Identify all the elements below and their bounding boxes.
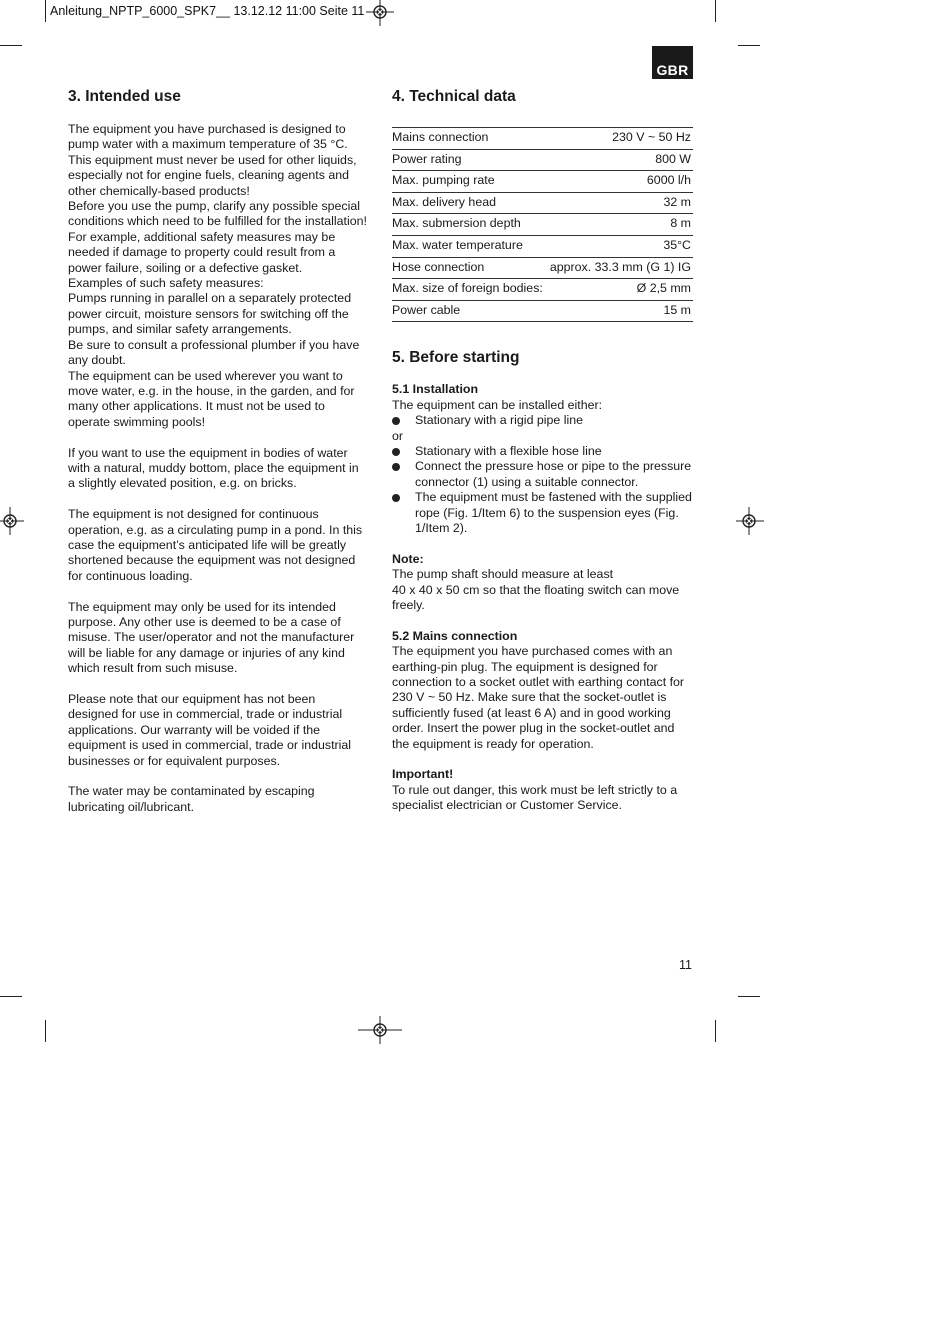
spec-label: Max. size of foreign bodies: [392, 279, 547, 301]
language-badge: GBR [652, 46, 693, 79]
mains-text: The equipment you have purchased comes with an earthing-pin plug. The equipment is designed for connection to a socket outlet with earthing contact for 230 V ~ 50 Hz. Make sure that the socket-outlet is sufficiently fused (at least 6 A) and in good working order. Insert the power plug in the socket-outlet and the equipment is ready for operation. [392, 644, 685, 751]
section-intended-use [68, 88, 368, 831]
crop-mark [45, 1020, 46, 1042]
registration-mark-icon [358, 1016, 402, 1044]
paragraph: The equipment you have purchased is designed to pump water with a maximum temperature of 35 °C. This equipment must never be used for other liquids, especially not for engine fuels, cleaning agents and other chemically-based products! Before you use the pump, clarify any possible special conditions which need to be fulfilled for the installation! For example, additional safety measures may be needed if damage to property could result from a power failure, soiling or a defective gasket. Examples of such safety measures: Pumps running in parallel on a separately protected power circuit, moisture sensors for switching off the pumps, and similar safety arrangements. Be sure to consult a professional plumber if you have any doubt. The equipment can be used wherever you want to move water, e.g. in the house, in the garden, and for many other applications. It must not be used to operate swimming pools! [68, 122, 367, 429]
spec-value: 32 m [547, 192, 693, 214]
subsection-heading: 5.2 Mains connection [392, 628, 518, 643]
spec-value: 230 V ~ 50 Hz [547, 128, 693, 150]
installation-intro: The equipment can be installed either: [392, 397, 603, 412]
spec-label: Power cable [392, 300, 547, 322]
spec-value: 35°C [547, 235, 693, 257]
spec-value: 800 W [547, 149, 693, 171]
note-text: The pump shaft should measure at least 40 x 40 x 50 cm so that the floating switch can move freely. [392, 567, 680, 613]
list-item: Stationary with a rigid pipe line [392, 413, 694, 428]
list-item: The equipment must be fastened with the supplied rope (Fig. 1/Item 6) to the suspension eyes (Fig. 1/Item 2). [392, 490, 694, 536]
spec-value: 6000 l/h [547, 171, 693, 193]
spec-label: Power rating [392, 149, 547, 171]
right-column [392, 88, 694, 814]
table-row [392, 149, 693, 171]
list-item: Stationary with a flexible hose line [392, 444, 694, 459]
paragraph: If you want to use the equipment in bodies of water with a natural, muddy bottom, place the equipment in a slightly elevated position, e.g. on bricks. [68, 445, 359, 491]
installation-steps [392, 444, 694, 536]
crop-mark [0, 996, 22, 997]
spec-value: approx. 33.3 mm (G 1) IG [547, 257, 693, 279]
spec-label: Max. delivery head [392, 192, 547, 214]
crop-mark [738, 45, 760, 46]
crop-mark [738, 996, 760, 997]
table-row [392, 192, 693, 214]
paragraph: The equipment may only be used for its intended purpose. Any other use is deemed to be a case of misuse. The user/operator and not the manufacturer will be liable for any damage or injuries of any kind which result from such misuse. [68, 599, 355, 676]
spec-label: Max. water temperature [392, 235, 547, 257]
page-number: 11 [679, 958, 692, 972]
spec-value: Ø 2,5 mm [547, 279, 693, 301]
paragraph: Please note that our equipment has not been designed for use in commercial, trade or industrial applications. Our warranty will be voided if the equipment is used in commercial, trade or industrial businesses or for equivalent purposes. [68, 691, 352, 768]
paragraph: The water may be contaminated by escaping lubricating oil/lubricant. [68, 784, 315, 814]
print-slug-line: Anleitung_NPTP_6000_SPK7__ 13.12.12 11:00 Seite 11 [50, 4, 365, 18]
table-row [392, 257, 693, 279]
spec-value: 8 m [547, 214, 693, 236]
technical-data-table [392, 127, 693, 322]
spec-label: Mains connection [392, 128, 547, 150]
section-title: 4. Technical data [392, 88, 516, 105]
table-row [392, 235, 693, 257]
registration-mark-icon [736, 507, 764, 535]
list-item: Connect the pressure hose or pipe to the pressure connector (1) using a suitable connector. [392, 459, 694, 490]
table-row [392, 300, 693, 322]
spec-label: Max. pumping rate [392, 171, 547, 193]
important-text: To rule out danger, this work must be left strictly to a specialist electrician or Customer Service. [392, 782, 678, 813]
registration-mark-icon [0, 507, 24, 535]
or-text: or [392, 428, 404, 443]
note-heading: Note: [392, 551, 424, 566]
section-title: 3. Intended use [68, 88, 181, 105]
spec-label: Hose connection [392, 257, 547, 279]
spec-value: 15 m [547, 300, 693, 322]
section-body [68, 122, 368, 815]
registration-mark-icon [366, 0, 394, 26]
paragraph: The equipment is not designed for continuous operation, e.g. as a circulating pump in a pond. In this case the equipment’s anticipated life will be greatly shortened because the equipment was not designed for continuous loading. [68, 507, 363, 583]
table-row [392, 128, 693, 150]
crop-mark [715, 0, 716, 22]
crop-mark [45, 0, 46, 22]
installation-list [392, 413, 694, 428]
table-row [392, 214, 693, 236]
section-title: 5. Before starting [392, 349, 520, 367]
section-before-starting [392, 349, 694, 813]
important-heading: Important! [392, 767, 454, 782]
crop-mark [715, 1020, 716, 1042]
table-row [392, 171, 693, 193]
subsection-heading: 5.1 Installation [392, 382, 479, 397]
spec-label: Max. submersion depth [392, 214, 547, 236]
crop-mark [0, 45, 22, 46]
table-row [392, 279, 693, 301]
